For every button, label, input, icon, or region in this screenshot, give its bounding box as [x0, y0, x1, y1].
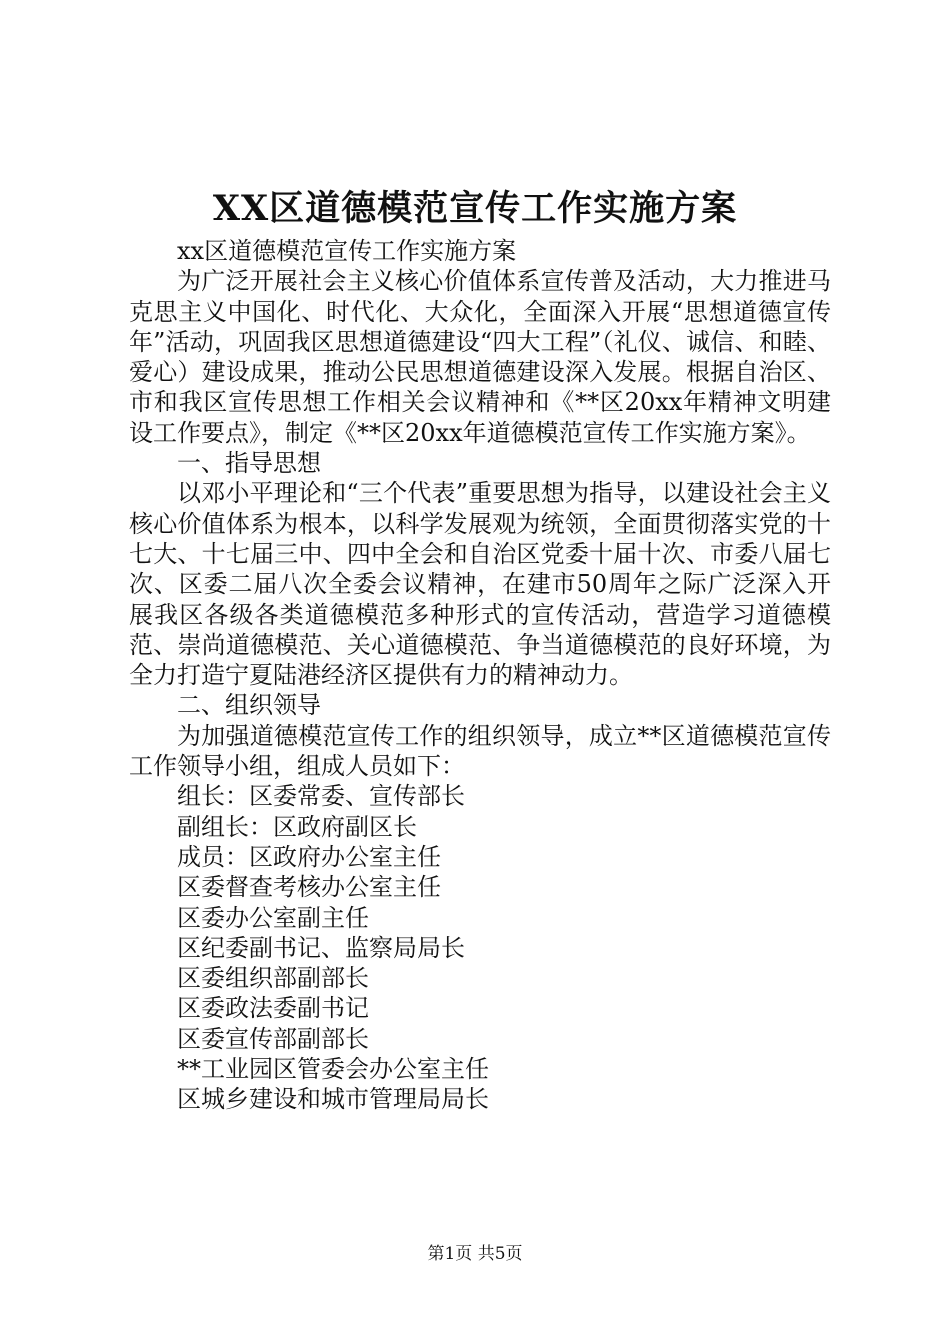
intro-paragraph: 为广泛开展社会主义核心价值体系宣传普及活动，大力推进马克思主义中国化、时代化、大众化，全面深入开展“思想道德宣传年”活动，巩固我区思想道德建设“四大工程”（礼仪、诚信、和睦、爱心）建设成果，推动公民思想道德建设深入发展。根据自治区、市和我区宣传思想工作相关会议精神和《**区20xx年精神文明建设工作要点》，制定《**区20xx年道德模范宣传工作实施方案》。: [129, 267, 831, 447]
section-heading-guiding-ideology: 一、指导思想: [177, 449, 321, 478]
organization-paragraph: 为加强道德模范宣传工作的组织领导，成立**区道德模范宣传工作领导小组，组成人员如下：: [129, 721, 831, 781]
member-line: 区城乡建设和城市管理局局长: [177, 1085, 489, 1114]
member-line: **工业园区管委会办公室主任: [177, 1055, 489, 1084]
member-line: 组长：区委常委、宣传部长: [177, 782, 465, 811]
member-line: 区纪委副书记、监察局局长: [177, 933, 465, 962]
member-line: 副组长：区政府副区长: [177, 812, 417, 841]
document-title: XX区道德模范宣传工作实施方案: [212, 188, 738, 229]
member-line: 区委办公室副主任: [177, 903, 369, 932]
member-line: 区委政法委副书记: [177, 994, 369, 1023]
page-number: 第1页 共5页: [427, 1244, 523, 1264]
member-line: 区委督查考核办公室主任: [177, 873, 441, 902]
member-line: 成员：区政府办公室主任: [177, 842, 441, 871]
member-line: 区委组织部副部长: [177, 964, 369, 993]
member-line: 区委宣传部副部长: [177, 1024, 369, 1053]
guiding-ideology-paragraph: 以邓小平理论和“三个代表”重要思想为指导，以建设社会主义核心价值体系为根本，以科学发展观为统领，全面贯彻落实党的十七大、十七届三中、四中全会和自治区党委十届十次、市委八届七次、区委二届八次全委会议精神，在建市50周年之际广泛深入开展我区各级各类道德模范多种形式的宣传活动，营造学习道德模范、崇尚道德模范、关心道德模范、争当道德模范的良好环境，为全力打造宁夏陆港经济区提供有力的精神动力。: [129, 479, 831, 690]
document-body: [129, 236, 831, 1115]
section-heading-organization: 二、组织领导: [177, 691, 321, 720]
document-subtitle: xx区道德模范宣传工作实施方案: [177, 237, 517, 265]
